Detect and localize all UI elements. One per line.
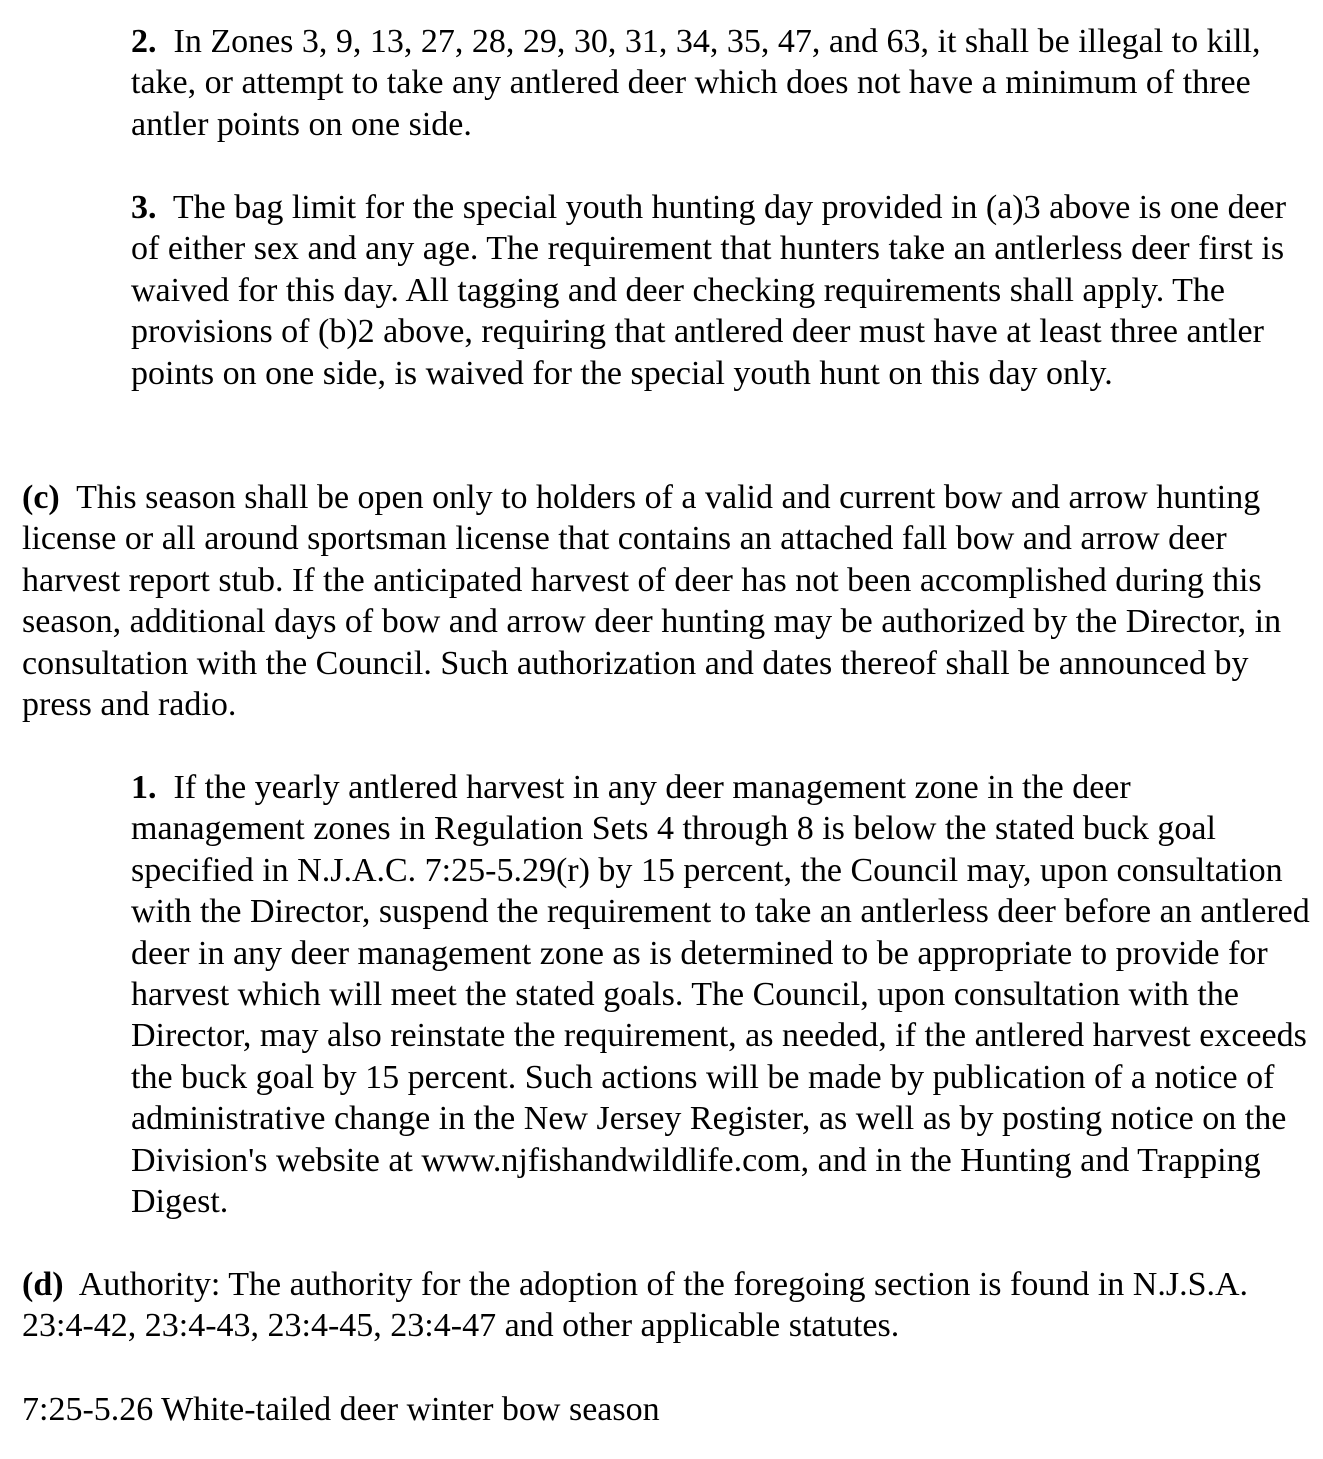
paragraph-d [22,1264,1322,1347]
section-heading: 7:25-5.26 White-tailed deer winter bow season [22,1391,660,1428]
paragraph-c [22,477,1322,725]
paragraph-label: (d) [22,1266,64,1303]
paragraph-text: This season shall be open only to holders of a valid and current bow and arrow hunting license or all around sportsman license that contains an attached fall bow and arrow deer harvest report stub. If the anticipated harvest of deer has not been accomplished during this season, additional days of bow and arrow deer hunting may be authorized by the Director, in consultation with the Council. Such authorization and dates thereof shall be announced by press and radio. [22,479,1282,724]
paragraph-label: (c) [22,479,60,516]
paragraph-label: 1. [131,769,157,806]
paragraph-label: 3. [131,189,157,226]
paragraph-b2 [131,21,1311,145]
paragraph-text: If the yearly antlered harvest in any deer management zone in the deer management zones in Regulation Sets 4 through 8 is below the stated buck goal specified in N.J.A.C. 7:25-5.29(r) by 15 percent, the Council may, upon consultation with the Director, suspend the requirement to take an antlerless deer before an antlered deer in any deer management zone as is determined to be appropriate to provide for harvest which will meet the stated goals. The Council, upon consultation with the Director, may also reinstate the requirement, as needed, if the antlered harvest exceeds the buck goal by 15 percent. Such actions will be made by publication of a notice of administrative change in the New Jersey Register, as well as by posting notice on the Division's website at www.njfishandwildlife.com, and in the Hunting and Trapping Digest. [131,769,1310,1221]
paragraph-text: The bag limit for the special youth hunting day provided in (a)3 above is one deer of either sex and any age. The requirement that hunters take an antlerless deer first is waived for this day. All tagging and deer checking requirements shall apply. The provisions of (b)2 above, requiring that antlered deer must have at least three antler points on one side, is waived for the special youth hunt on this day only. [131,189,1287,392]
paragraph-label: 2. [131,23,157,60]
paragraph-b3 [131,187,1311,394]
paragraph-c1 [131,767,1311,1222]
paragraph-text: In Zones 3, 9, 13, 27, 28, 29, 30, 31, 34, 35, 47, and 63, it shall be illegal to kill, take, or attempt to take any antlered deer which does not have a minimum of three antler points on one side. [131,23,1261,143]
paragraph-text: Authority: The authority for the adoption of the foregoing section is found in N.J.S.A. 23:4-42, 23:4-43, 23:4-45, 23:4-47 and other applicable statutes. [22,1266,1249,1345]
